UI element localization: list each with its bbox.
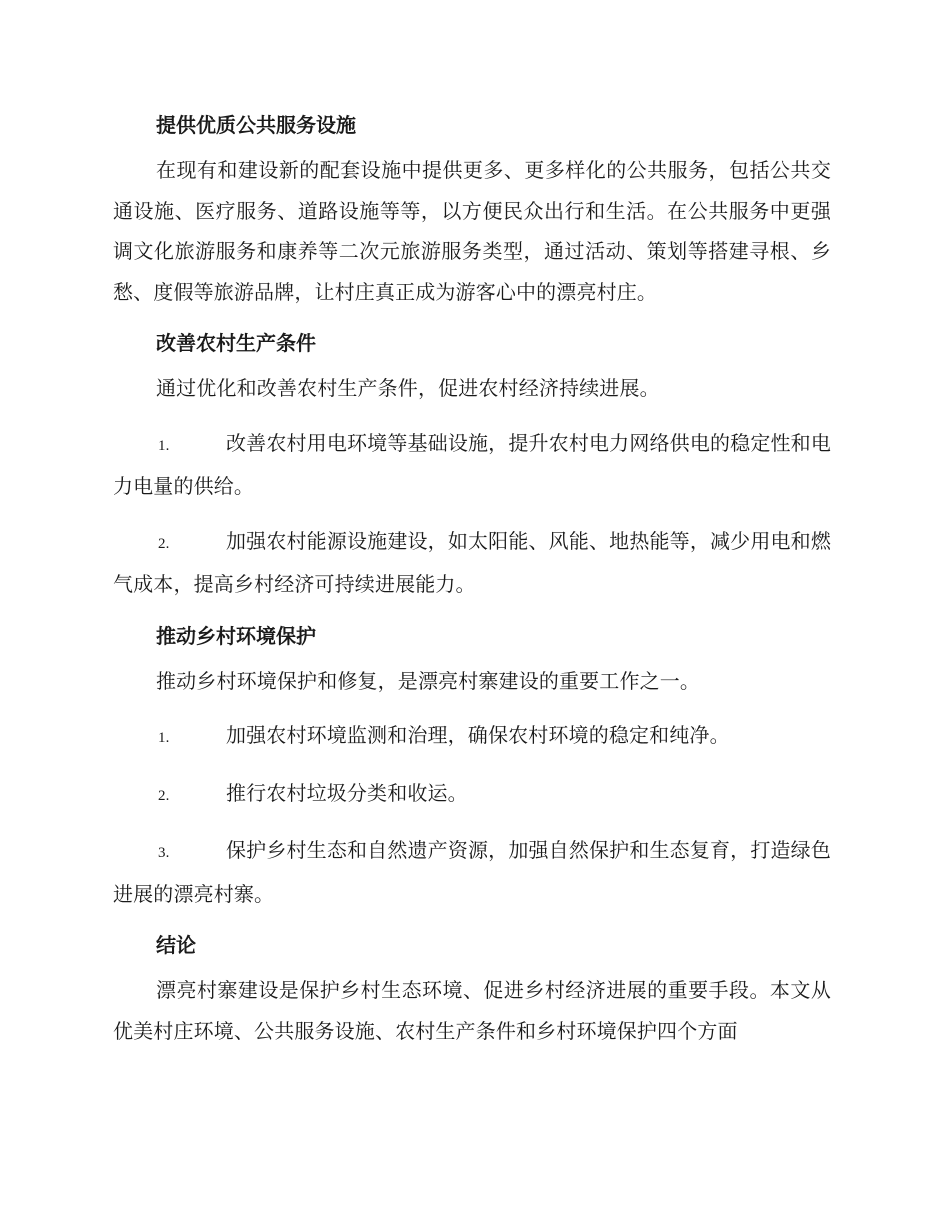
list-item-number: 2. (158, 535, 170, 552)
section-paragraph: 漂亮村寨建设是保护乡村生态环境、促进乡村经济进展的重要手段。本文从优美村庄环境、公共服务设施、农村生产条件和乡村环境保护四个方面 (113, 978, 831, 1043)
list-item-text: 改善农村用电环境等基础设施，提升农村电力网络供电的稳定性和电力电量的供给。 (113, 430, 831, 498)
list-item-text: 保护乡村生态和自然遗产资源，加强自然保护和生态复育，打造绿色进展的漂亮村寨。 (113, 838, 831, 906)
document-page (113, 108, 831, 1051)
list-item-text: 加强农村环境监测和治理，确保农村环境的稳定和纯净。 (226, 723, 730, 747)
section-paragraph: 通过优化和改善农村生产条件，促进农村经济持续进展。 (156, 376, 660, 400)
list-item-number: 3. (158, 845, 170, 861)
list-item-number: 2. (158, 787, 170, 804)
list-item-number: 1. (158, 437, 170, 454)
list-item-number: 1. (158, 730, 170, 746)
list-item (113, 521, 831, 605)
list-item (113, 423, 831, 507)
section-heading: 结论 (156, 933, 196, 957)
list-item-text: 加强农村能源设施建设，如太阳能、风能、地热能等，减少用电和燃气成本，提高乡村经济可持续进展能力。 (113, 528, 831, 596)
section-paragraph: 在现有和建设新的配套设施中提供更多、更多样化的公共服务，包括公共交通设施、医疗服务、道路设施等等，以方便民众出行和生活。在公共服务中更强调文化旅游服务和康养等二次元旅游服务类型，通过活动、策划等搭建寻根、乡愁、度假等旅游品牌，让村庄真正成为游客心中的漂亮村庄。 (113, 158, 831, 304)
list-item (113, 830, 831, 914)
list-item-text: 推行农村垃圾分类和收运。 (226, 780, 468, 805)
section-heading: 提供优质公共服务设施 (156, 113, 356, 137)
section-heading: 改善农村生产条件 (156, 331, 316, 355)
list-item (113, 715, 831, 759)
section-heading: 推动乡村环境保护 (156, 623, 316, 648)
list-item (113, 773, 831, 817)
section-paragraph: 推动乡村环境保护和修复，是漂亮村寨建设的重要工作之一。 (156, 668, 701, 693)
